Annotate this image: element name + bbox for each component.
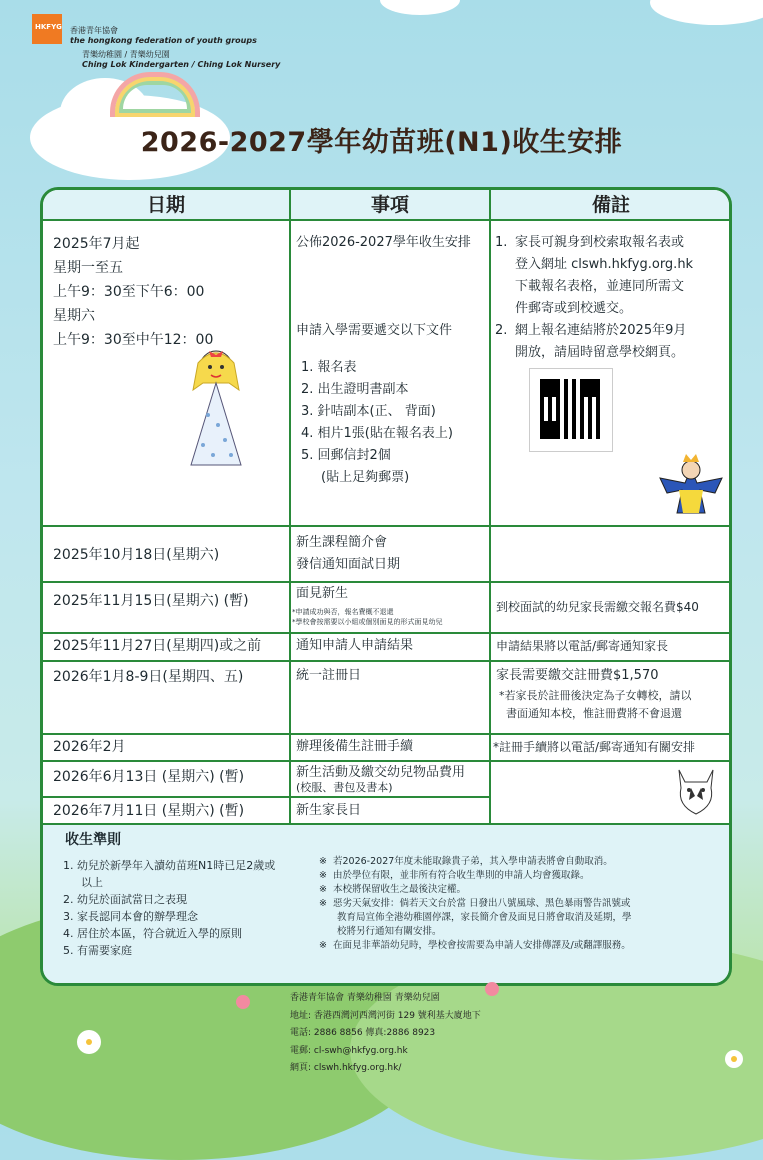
criteria-note: ※ 本校將保留收生之最後決定權。: [319, 884, 467, 895]
footer-org: 香港青年協會 青樂幼稚園 青樂幼兒園: [290, 993, 440, 1003]
row-divider: [43, 796, 489, 798]
header-remark: 備註: [491, 190, 731, 220]
row-divider: [43, 219, 729, 221]
doc-item: (貼上足夠郵票): [321, 470, 410, 485]
footer-email[interactable]: 電郵: cl-swh@hkfyg.org.hk: [290, 1045, 408, 1056]
row7-item-note: (校服、書包及書本): [296, 781, 393, 794]
criteria-notes: [319, 855, 724, 953]
remark-number: 2.: [495, 323, 508, 338]
footer-phone: 電話: 2886 8856 傳真:2886 8923: [290, 1028, 436, 1038]
row-divider: [43, 660, 729, 662]
cloud-decoration: [650, 0, 763, 25]
note-text: 由於學位有限，並非所有符合收生準則的申請人均會獲取錄。: [333, 870, 590, 881]
row1-remarks: [495, 232, 725, 364]
page-title: 2026-2027學年幼苗班(N1)收生安排: [140, 127, 623, 158]
org-header: [70, 26, 280, 70]
flower-decoration: [725, 1050, 743, 1068]
footer-contact: [290, 990, 481, 1078]
unit-name-zh: 青樂幼稚園 / 青樂幼兒園: [82, 50, 170, 59]
remark-number: 1.: [495, 235, 508, 250]
remark-item: [495, 232, 725, 320]
girl-drawing-illustration: [183, 345, 249, 475]
row5-item: 統一註冊日: [296, 668, 362, 683]
item-line: 新生課程簡介會: [296, 535, 388, 550]
row6-date: 2026年2月: [53, 739, 126, 755]
criteria-note: ※ 若2026-2027年度未能取錄貴子弟，其入學申請表將會自動取消。: [319, 856, 613, 867]
org-name-zh: 香港青年協會: [70, 26, 118, 35]
remark-line: 家長可親身到校索取報名表或: [515, 235, 685, 250]
row-divider: [43, 733, 729, 735]
criteria-note-cont: 校將另行通知有關安排。: [337, 926, 442, 937]
row5-remark: 家長需要繳交註冊費$1,570: [496, 668, 659, 683]
row7-item: 新生活動及繳交幼兒物品費用: [296, 765, 466, 780]
criteria-item: 5. 有需要家庭: [63, 944, 132, 957]
qr-pattern: [540, 379, 600, 439]
child-drawing-illustration: [655, 448, 727, 518]
qr-code[interactable]: [529, 368, 613, 452]
cat-drawing-illustration: [671, 760, 721, 818]
doc-item: 2. 出生證明書副本: [301, 382, 409, 397]
row1-item-announce: 公佈2026-2027學年收生安排: [296, 235, 471, 250]
criteria-item: 以上: [81, 876, 103, 889]
flower-decoration: [485, 982, 499, 996]
doc-item: 3. 針咭副本(正、 背面): [301, 404, 436, 419]
row7-date: 2026年6月13日 (星期六) (暫): [53, 769, 245, 785]
row5-remark-note: *若家長於註冊後決定為子女轉校，請以: [499, 689, 692, 702]
footer-address: 地址: 香港西灣河西灣河街 129 號利基大廈地下: [290, 1010, 481, 1021]
remark-line: 網上報名連結將於2025年9月: [515, 323, 687, 338]
criteria-list: [63, 857, 323, 959]
criteria-item: 2. 幼兒於面試當日之表現: [63, 893, 187, 906]
remark-line: 件郵寄或到校遞交。: [515, 301, 633, 316]
column-divider: [289, 190, 291, 823]
row1-item-docs-intro: 申請入學需要遞交以下文件: [296, 323, 453, 338]
note-text: 在面見非華語幼兒時，學校會按需要為申請人安排傳譯及/或翻譯服務。: [333, 940, 631, 951]
header-date: 日期: [43, 190, 289, 220]
criteria-note: ※ 惡劣天氣安排：倘若天文台於當 日發出八號風球、黑色暴雨警告訊號或: [319, 898, 631, 909]
date-line: 2025年7月起: [53, 236, 140, 252]
row-divider: [43, 581, 729, 583]
flower-decoration: [80, 1033, 98, 1051]
hkfyg-logo: HKFYG: [32, 14, 62, 44]
date-line: 星期一至五: [53, 260, 123, 276]
row1-date: [53, 232, 213, 352]
footer-website[interactable]: 網頁: clswh.hkfyg.org.hk/: [290, 1063, 402, 1073]
row6-remark: *註冊手續將以電話/郵寄通知有關安排: [493, 740, 696, 754]
date-line: 上午9：30至中午12：00: [53, 332, 214, 348]
org-name-en: the hongkong federation of youth groups: [70, 36, 257, 45]
remark-line: 登入網址 clswh.hkfyg.org.hk: [515, 257, 694, 272]
item-line: 發信通知面試日期: [296, 557, 401, 572]
criteria-note-cont: 教育局宣佈全港幼稚園停課，家長簡介會及面見日將會取消及延期，學: [337, 912, 632, 923]
criteria-item: 3. 家長認同本會的辦學理念: [63, 910, 198, 923]
header-item: 事項: [291, 190, 489, 220]
row3-item: 面見新生: [296, 586, 349, 601]
date-line: 星期六: [53, 308, 95, 324]
cloud-decoration: [380, 0, 460, 15]
remark-line: 下載報名表格，並連同所需文: [515, 279, 685, 294]
note-text: 惡劣天氣安排：倘若天文台於當 日發出八號風球、黑色暴雨警告訊號或: [333, 898, 631, 909]
flower-decoration: [236, 995, 250, 1009]
doc-item: 5. 回郵信封2個: [301, 448, 391, 463]
unit-name-en: Ching Lok Kindergarten / Ching Lok Nursery: [82, 60, 281, 69]
row2-item: [296, 532, 400, 576]
row5-date: 2026年1月8-9日(星期四、五): [53, 669, 244, 685]
criteria-section: [43, 825, 729, 983]
row8-date: 2026年7月11日 (星期六) (暫): [53, 803, 245, 819]
remark-line: 開放，請屆時留意學校網頁。: [515, 345, 685, 360]
note-text: 本校將保留收生之最後決定權。: [333, 884, 467, 895]
criteria-title: 收生準則: [65, 832, 121, 848]
doc-item: 4. 相片1張(貼在報名表上): [301, 426, 453, 441]
row5-remark-note: 書面通知本校，惟註冊費將不會退還: [506, 707, 682, 720]
row4-item: 通知申請人申請結果: [296, 638, 414, 653]
row3-note: *申請成功與否，報名費概不退還: [292, 608, 394, 616]
criteria-item: 1. 幼兒於新學年入讀幼苗班N1時已足2歲或: [63, 859, 276, 872]
row1-docs-list: [301, 357, 453, 489]
row6-item: 辦理後備生註冊手續: [296, 739, 414, 754]
note-text: 若2026-2027年度未能取錄貴子弟，其入學申請表將會自動取消。: [333, 856, 613, 867]
criteria-note: ※ 由於學位有限，並非所有符合收生準則的申請人均會獲取錄。: [319, 870, 590, 881]
criteria-note: ※ 在面見非華語幼兒時，學校會按需要為申請人安排傳譯及/或翻譯服務。: [319, 940, 631, 951]
row3-note: *學校會按需要以小組或個別面見的形式面見幼兒: [292, 618, 443, 626]
schedule-table: [40, 187, 732, 986]
rainbow-decoration: [110, 72, 200, 117]
row4-remark: 申請結果將以電話/郵寄通知家長: [496, 639, 669, 653]
criteria-item: 4. 居住於本區，符合就近入學的原則: [63, 927, 242, 940]
row4-date: 2025年11月27日(星期四)或之前: [53, 638, 262, 654]
date-line: 上午9：30至下午6：00: [53, 284, 205, 300]
row3-date: 2025年11月15日(星期六) (暫): [53, 593, 249, 609]
row8-item: 新生家長日: [296, 803, 362, 818]
row3-remark: 到校面試的幼兒家長需繳交報名費$40: [496, 600, 699, 614]
row-divider: [43, 525, 729, 527]
row2-date: 2025年10月18日(星期六): [53, 547, 220, 563]
doc-item: 1. 報名表: [301, 360, 357, 375]
remark-item: [495, 320, 725, 364]
column-divider: [489, 190, 491, 823]
